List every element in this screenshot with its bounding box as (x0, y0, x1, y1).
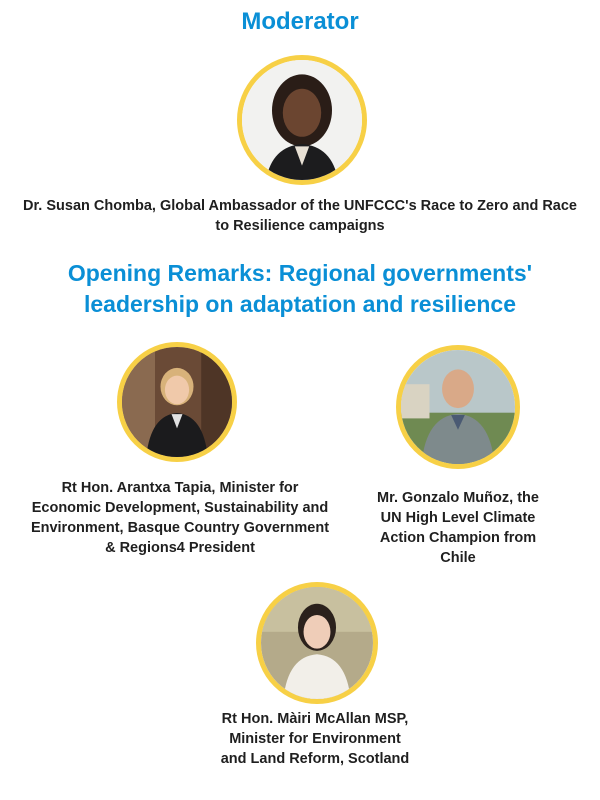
speaker-photo-tapia (117, 342, 237, 462)
portrait-image (261, 587, 373, 699)
speaker-photo-munoz (396, 345, 520, 469)
speaker-caption-mcallan: Rt Hon. Màiri McAllan MSP, Minister for Environment and Land Reform, Scotland (220, 711, 410, 767)
portrait-image (401, 350, 515, 464)
speaker-photo-mcallan (256, 582, 378, 704)
moderator-heading: Moderator (241, 8, 359, 35)
speaker-caption-munoz: Mr. Gonzalo Muñoz, the UN High Level Climate Action Champion from Chile (377, 490, 539, 566)
portrait-image (242, 60, 362, 180)
speaker-caption-chomba: Dr. Susan Chomba, Global Ambassador of the UNFCCC's Race to Zero and Race to Resilience campaigns (22, 198, 578, 234)
speaker-caption-tapia: Rt Hon. Arantxa Tapia, Minister for Economic Development, Sustainability and Environment, Basque Country Government & Regions4 President (30, 480, 330, 556)
speaker-photo-chomba (237, 55, 367, 185)
portrait-image (122, 347, 232, 457)
opening-remarks-heading: Opening Remarks: Regional governments' leadership on adaptation and resilience (67, 260, 533, 317)
